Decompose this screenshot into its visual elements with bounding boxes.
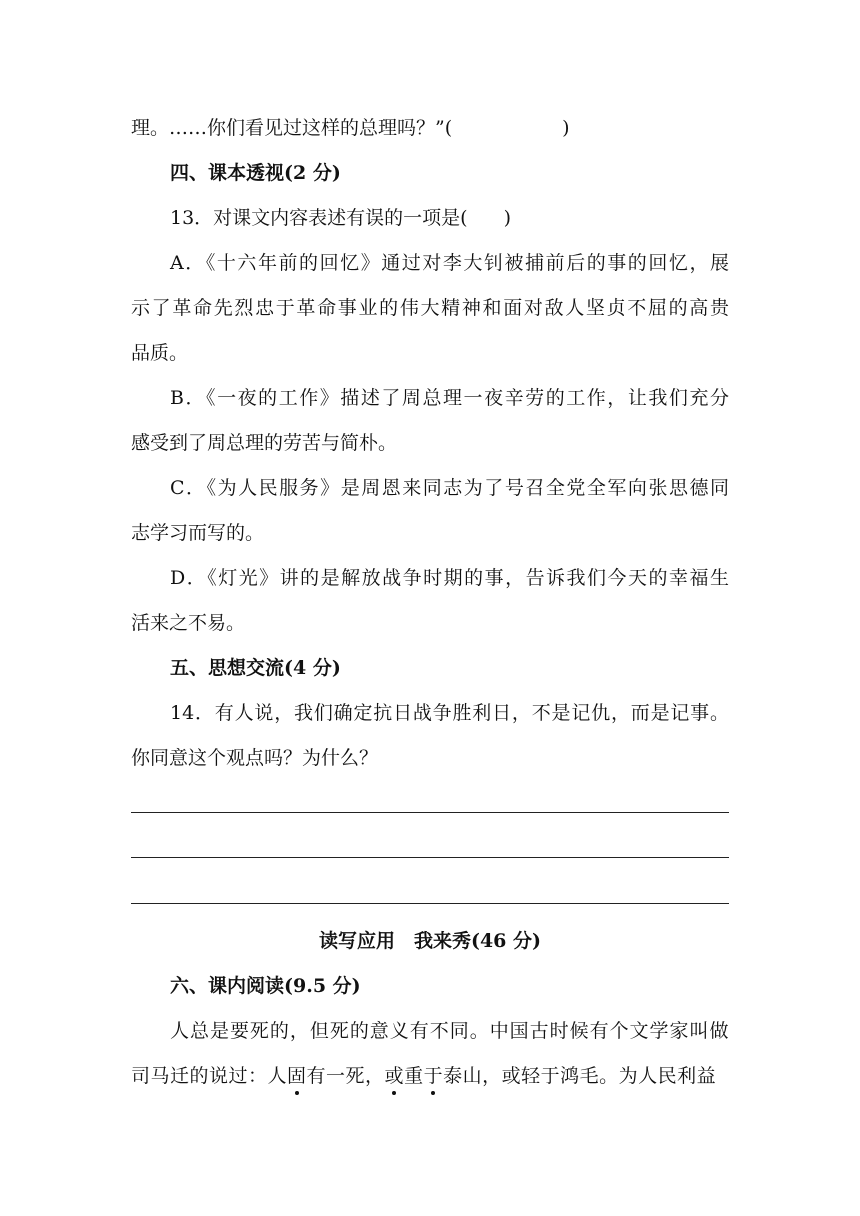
reading-line (131, 1063, 729, 1089)
line-text: 理。……你们看见过这样的总理吗？”( (131, 117, 453, 139)
option-a-line: 示了革命先烈忠于革命事业的伟大精神和面对敌人坚贞不屈的高贵 (131, 297, 729, 319)
question-text: ) (503, 207, 512, 229)
option-b-line: B．《一夜的工作》描述了周总理一夜辛劳的工作，让我们充分 (170, 387, 729, 409)
option-b-line: 感受到了周总理的劳苦与简朴。 (131, 432, 398, 454)
reading-text: 泰山，或轻于鸿毛。为人民利益 (443, 1065, 717, 1087)
section-heading: 五、思想交流(4 分) (170, 657, 341, 679)
answer-line[interactable] (131, 812, 729, 813)
option-c-line: C．《为人民服务》是周恩来同志为了号召全党全军向张思德同 (170, 477, 729, 499)
line-text: ) (562, 117, 570, 139)
question-14: 你同意这个观点吗？为什么？ (131, 747, 379, 769)
option-a-line: A．《十六年前的回忆》通过对李大钊被捕前后的事的回忆，展 (170, 252, 729, 274)
reading-text: 重 (404, 1065, 424, 1087)
question-13 (170, 205, 729, 231)
question-14: 14．有人说，我们确定抗日战争胜利日，不是记仇，而是记事。 (170, 702, 729, 724)
emphasis-dot-char: 于 (423, 1065, 444, 1087)
emphasis-dot-char: 固 (287, 1065, 307, 1087)
reading-text: 有一死， (306, 1065, 385, 1087)
section-heading: 六、课内阅读(9.5 分) (170, 975, 361, 997)
option-d-line: D．《灯光》讲的是解放战争时期的事，告诉我们今天的幸福生 (170, 567, 729, 589)
text-line (131, 115, 729, 141)
reading-text: 司马迁的说过：人 (131, 1065, 288, 1087)
section-heading: 四、课本透视(2 分) (170, 162, 341, 184)
option-a-line: 品质。 (131, 342, 189, 364)
answer-line[interactable] (131, 903, 729, 904)
option-c-line: 志学习而写的。 (131, 522, 265, 544)
option-d-line: 活来之不易。 (131, 612, 246, 634)
question-text: 13．对课文内容表述有误的一项是( (170, 207, 468, 229)
reading-line: 人总是要死的，但死的意义有不同。中国古时候有个文学家叫做 (170, 1020, 729, 1042)
part-title: 读写应用 我来秀(46 分) (318, 930, 542, 952)
emphasis-dot-char: 或 (384, 1065, 405, 1087)
answer-line[interactable] (131, 857, 729, 858)
